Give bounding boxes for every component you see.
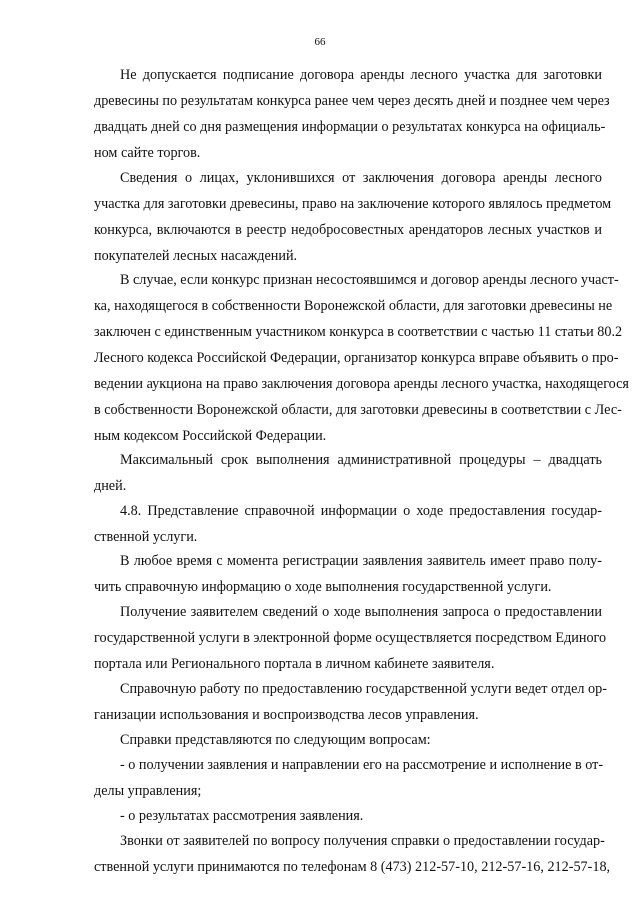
paragraph-line: ка, находящегося в собственности Воронежской области, для заготовки древесины не — [94, 298, 613, 314]
paragraph-line: ганизации использования и воспроизводства лесов управления. — [94, 707, 479, 723]
paragraph-line: в собственности Воронежской области, для заготовки древесины в соответствии с Лес- — [94, 402, 622, 418]
list-item: делы управления; — [94, 783, 202, 799]
paragraph-line: покупателей лесных насаждений. — [94, 248, 298, 264]
paragraph-line: ным кодексом Российской Федерации. — [94, 428, 327, 444]
paragraph-line: Получение заявителем сведений о ходе выполнения запроса о предоставлении — [120, 604, 602, 620]
paragraph-line: государственной услуги в электронной форме осуществляется посредством Единого — [94, 630, 607, 646]
paragraph-line: конкурса, включаются в реестр недобросовестных арендаторов лесных участков и — [94, 222, 602, 238]
paragraph-line: двадцать дней со дня размещения информации о результатах конкурса на официаль- — [94, 119, 606, 135]
list-item: - о результатах рассмотрения заявления. — [120, 808, 364, 824]
paragraph-line: В любое время с момента регистрации заявления заявитель имеет право полу- — [120, 553, 602, 569]
paragraph-line: участка для заготовки древесины, право на заключение которого являлось предметом — [94, 196, 612, 212]
paragraph-line: дней. — [94, 478, 127, 494]
paragraph-line: Сведения о лицах, уклонившихся от заключения договора аренды лесного — [120, 170, 602, 186]
paragraph-line: Не допускается подписание договора аренды лесного участка для заготовки — [120, 67, 602, 83]
paragraph-line: Справочную работу по предоставлению государственной услуги ведет отдел ор- — [120, 681, 607, 697]
list-item: - о получении заявления и направлении его на рассмотрение и исполнение в от- — [120, 757, 604, 773]
paragraph-line: Лесного кодекса Российской Федерации, организатор конкурса вправе объявить о про- — [94, 350, 619, 366]
paragraph-line: Звонки от заявителей по вопросу получения справки о предоставлении государ- — [120, 833, 605, 849]
paragraph-line: В случае, если конкурс признан несостоявшимся и договор аренды лесного участ- — [120, 272, 619, 288]
paragraph-line: заключен с единственным участником конкурса в соответствии с частью 11 статьи 80.2 — [94, 324, 623, 340]
paragraph-line: ном сайте торгов. — [94, 145, 201, 161]
section-heading: ственной услуги. — [94, 529, 198, 545]
paragraph-line: чить справочную информацию о ходе выполнения государственной услуги. — [94, 579, 552, 595]
section-heading: 4.8. Представление справочной информации о ходе предоставления государ- — [120, 503, 602, 519]
paragraph-line: Справки представляются по следующим вопросам: — [120, 732, 431, 748]
paragraph-line: ведении аукциона на право заключения договора аренды лесного участка, находящегося — [94, 376, 629, 392]
paragraph-line: Максимальный срок выполнения административной процедуры – двадцать — [120, 452, 602, 468]
paragraph-line: древесины по результатам конкурса ранее чем через десять дней и позднее чем через — [94, 93, 610, 109]
paragraph-line: ственной услуги принимаются по телефонам 8 (473) 212-57-10, 212-57-16, 212-57-18, — [94, 859, 611, 875]
page-number: 66 — [314, 36, 326, 48]
paragraph-line: портала или Регионального портала в личном кабинете заявителя. — [94, 656, 495, 672]
